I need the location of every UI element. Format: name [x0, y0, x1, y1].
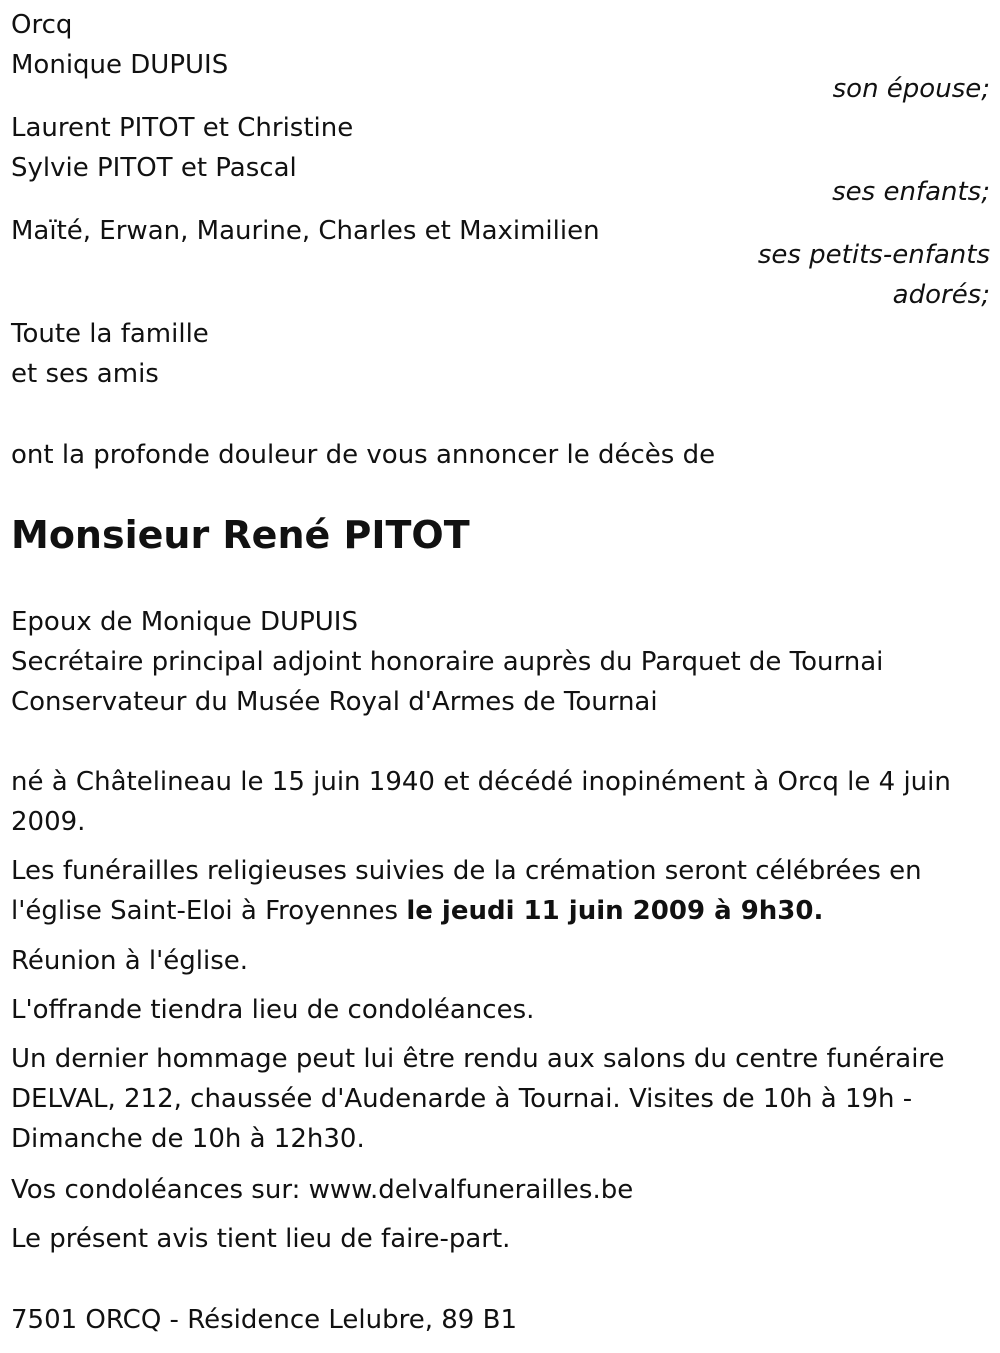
- spouse-name: Monique DUPUIS: [11, 50, 229, 80]
- address-line: 7501 ORCQ - Résidence Lelubre, 89 B1: [11, 1305, 517, 1335]
- place-line: Orcq: [11, 10, 73, 40]
- condolences-line: Vos condoléances sur: www.delvalfunerailles.be: [11, 1175, 634, 1205]
- child-line-2: Sylvie PITOT et Pascal: [11, 153, 297, 183]
- birth-death-line-1: né à Châtelineau le 15 juin 1940 et décédé inopinément à Orcq le 4 juin: [11, 767, 951, 797]
- funeral-location: l'église Saint-Eloi à Froyennes: [11, 896, 407, 926]
- deceased-title-3: Conservateur du Musée Royal d'Armes de Tournai: [11, 687, 658, 717]
- homage-line-2: DELVAL, 212, chaussée d'Audenarde à Tournai. Visites de 10h à 19h -: [11, 1084, 913, 1114]
- homage-line-1: Un dernier hommage peut lui être rendu aux salons du centre funéraire: [11, 1044, 945, 1074]
- grandchildren-role-line-1: ses petits-enfants: [757, 240, 990, 270]
- funeral-line-1: Les funérailles religieuses suivies de la crémation seront célébrées en: [11, 856, 922, 886]
- offering-line: L'offrande tiendra lieu de condoléances.: [11, 995, 535, 1025]
- deceased-title-1: Epoux de Monique DUPUIS: [11, 607, 358, 637]
- grandchildren-line: Maïté, Erwan, Maurine, Charles et Maximilien: [11, 216, 600, 246]
- birth-death-line-2: 2009.: [11, 807, 86, 837]
- family-line-1: Toute la famille: [11, 319, 209, 349]
- homage-line-3: Dimanche de 10h à 12h30.: [11, 1124, 365, 1154]
- deceased-title-2: Secrétaire principal adjoint honoraire auprès du Parquet de Tournai: [11, 647, 884, 677]
- meeting-line: Réunion à l'église.: [11, 946, 249, 976]
- family-line-2: et ses amis: [11, 359, 159, 389]
- notice-line: Le présent avis tient lieu de faire-part.: [11, 1224, 511, 1254]
- deceased-name: Monsieur René PITOT: [11, 513, 470, 557]
- children-role: ses enfants;: [832, 177, 990, 207]
- grandchildren-role-line-2: adorés;: [892, 280, 990, 310]
- funeral-date: le jeudi 11 juin 2009 à 9h30.: [406, 896, 824, 926]
- spouse-role: son épouse;: [832, 74, 990, 104]
- funeral-line-2: [11, 891, 823, 931]
- announcement-text: ont la profonde douleur de vous annoncer le décès de: [11, 440, 716, 470]
- child-line-1: Laurent PITOT et Christine: [11, 113, 354, 143]
